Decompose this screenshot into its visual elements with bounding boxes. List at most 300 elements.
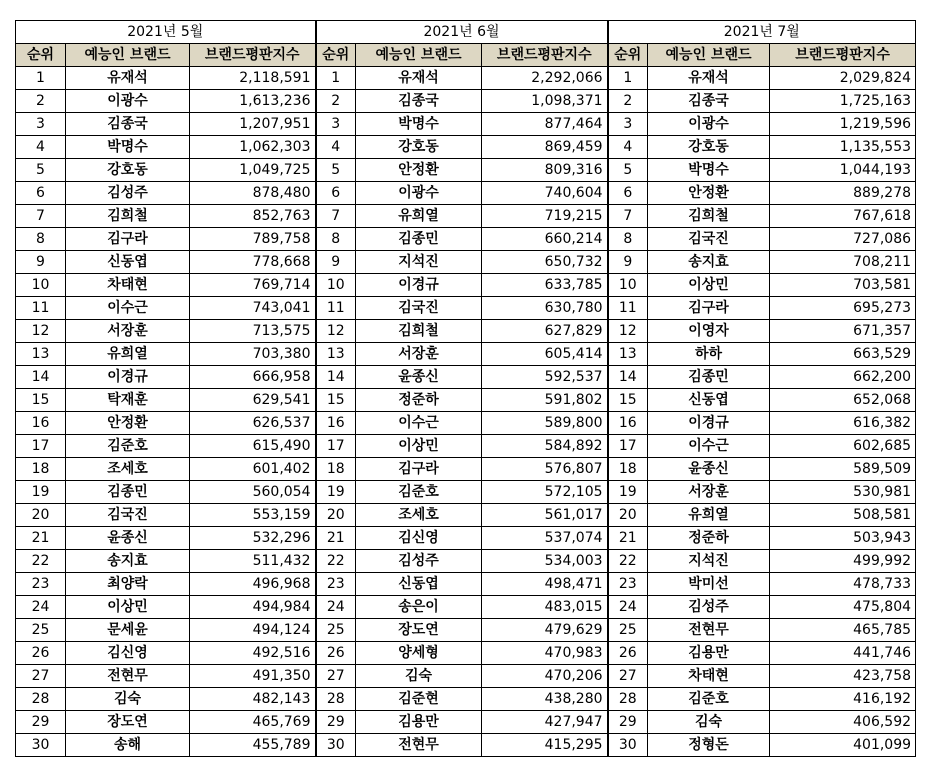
index-score-cell: 415,295	[482, 734, 608, 757]
brand-name-cell: 박명수	[356, 113, 482, 136]
index-score-cell: 494,984	[190, 596, 316, 619]
index-score-cell: 652,068	[770, 389, 916, 412]
index-score-cell: 537,074	[482, 527, 608, 550]
rank-cell: 20	[316, 504, 356, 527]
brand-name-cell: 문세윤	[66, 619, 190, 642]
brand-name-cell: 김준현	[356, 688, 482, 711]
brand-name-cell: 김희철	[66, 205, 190, 228]
rank-cell: 15	[16, 389, 66, 412]
brand-name-cell: 김구라	[648, 297, 770, 320]
rank-cell: 29	[316, 711, 356, 734]
header-index: 브랜드평판지수	[190, 44, 316, 67]
index-score-cell: 719,215	[482, 205, 608, 228]
brand-name-cell: 이수근	[66, 297, 190, 320]
table-row	[16, 182, 916, 205]
rank-cell: 13	[16, 343, 66, 366]
index-score-cell: 605,414	[482, 343, 608, 366]
brand-name-cell: 김국진	[66, 504, 190, 527]
rank-cell: 21	[316, 527, 356, 550]
brand-name-cell: 김숙	[356, 665, 482, 688]
index-score-cell: 427,947	[482, 711, 608, 734]
index-score-cell: 1,135,553	[770, 136, 916, 159]
brand-name-cell: 서장훈	[356, 343, 482, 366]
index-score-cell: 470,206	[482, 665, 608, 688]
brand-name-cell: 송해	[66, 734, 190, 757]
rank-cell: 21	[16, 527, 66, 550]
index-score-cell: 869,459	[482, 136, 608, 159]
index-score-cell: 633,785	[482, 274, 608, 297]
brand-name-cell: 이광수	[66, 90, 190, 113]
table-row	[16, 458, 916, 481]
brand-name-cell: 유희열	[356, 205, 482, 228]
index-score-cell: 492,516	[190, 642, 316, 665]
rank-cell: 9	[316, 251, 356, 274]
index-score-cell: 1,613,236	[190, 90, 316, 113]
brand-name-cell: 김종민	[356, 228, 482, 251]
index-score-cell: 406,592	[770, 711, 916, 734]
rank-cell: 5	[316, 159, 356, 182]
rank-cell: 2	[316, 90, 356, 113]
rank-cell: 16	[316, 412, 356, 435]
index-score-cell: 727,086	[770, 228, 916, 251]
index-score-cell: 708,211	[770, 251, 916, 274]
brand-name-cell: 김준호	[356, 481, 482, 504]
rank-cell: 29	[16, 711, 66, 734]
brand-name-cell: 송지효	[66, 550, 190, 573]
index-score-cell: 494,124	[190, 619, 316, 642]
brand-name-cell: 유재석	[66, 67, 190, 90]
index-score-cell: 666,958	[190, 366, 316, 389]
rank-cell: 19	[16, 481, 66, 504]
brand-name-cell: 장도연	[356, 619, 482, 642]
index-score-cell: 616,382	[770, 412, 916, 435]
brand-name-cell: 하하	[648, 343, 770, 366]
brand-name-cell: 김신영	[66, 642, 190, 665]
rank-cell: 4	[16, 136, 66, 159]
rank-cell: 19	[608, 481, 648, 504]
index-score-cell: 789,758	[190, 228, 316, 251]
rank-cell: 6	[608, 182, 648, 205]
brand-name-cell: 김희철	[356, 320, 482, 343]
index-score-cell: 503,943	[770, 527, 916, 550]
index-score-cell: 465,785	[770, 619, 916, 642]
index-score-cell: 660,214	[482, 228, 608, 251]
brand-name-cell: 송은이	[356, 596, 482, 619]
rank-cell: 18	[16, 458, 66, 481]
rank-cell: 7	[608, 205, 648, 228]
index-score-cell: 455,789	[190, 734, 316, 757]
rank-cell: 18	[608, 458, 648, 481]
rank-cell: 24	[316, 596, 356, 619]
brand-name-cell: 윤종신	[356, 366, 482, 389]
index-score-cell: 601,402	[190, 458, 316, 481]
rank-cell: 2	[608, 90, 648, 113]
index-score-cell: 1,062,303	[190, 136, 316, 159]
table-row	[16, 251, 916, 274]
table-row	[16, 366, 916, 389]
rank-cell: 21	[608, 527, 648, 550]
index-score-cell: 615,490	[190, 435, 316, 458]
brand-name-cell: 김용만	[648, 642, 770, 665]
rank-cell: 28	[16, 688, 66, 711]
rank-cell: 1	[316, 67, 356, 90]
index-score-cell: 767,618	[770, 205, 916, 228]
table-row	[16, 573, 916, 596]
rank-cell: 5	[608, 159, 648, 182]
brand-name-cell: 유희열	[648, 504, 770, 527]
rank-cell: 1	[16, 67, 66, 90]
brand-name-cell: 정준하	[356, 389, 482, 412]
brand-name-cell: 김성주	[648, 596, 770, 619]
index-score-cell: 482,143	[190, 688, 316, 711]
rank-cell: 4	[316, 136, 356, 159]
brand-name-cell: 송지효	[648, 251, 770, 274]
index-score-cell: 572,105	[482, 481, 608, 504]
rank-cell: 6	[16, 182, 66, 205]
brand-name-cell: 김종민	[66, 481, 190, 504]
rank-cell: 12	[16, 320, 66, 343]
month-june: 2021년 6월	[316, 21, 608, 44]
index-score-cell: 475,804	[770, 596, 916, 619]
brand-name-cell: 윤종신	[648, 458, 770, 481]
brand-name-cell: 윤종신	[66, 527, 190, 550]
brand-name-cell: 신동엽	[648, 389, 770, 412]
rank-cell: 29	[608, 711, 648, 734]
brand-name-cell: 조세호	[66, 458, 190, 481]
table-row	[16, 435, 916, 458]
index-score-cell: 2,118,591	[190, 67, 316, 90]
brand-name-cell: 지석진	[356, 251, 482, 274]
index-score-cell: 2,292,066	[482, 67, 608, 90]
brand-name-cell: 장도연	[66, 711, 190, 734]
brand-name-cell: 김준호	[66, 435, 190, 458]
table-row	[16, 734, 916, 757]
index-score-cell: 560,054	[190, 481, 316, 504]
rank-cell: 27	[608, 665, 648, 688]
index-score-cell: 695,273	[770, 297, 916, 320]
index-score-cell: 877,464	[482, 113, 608, 136]
rank-cell: 20	[608, 504, 648, 527]
rank-cell: 27	[316, 665, 356, 688]
table-row	[16, 297, 916, 320]
brand-name-cell: 정형돈	[648, 734, 770, 757]
rank-cell: 11	[16, 297, 66, 320]
brand-name-cell: 김구라	[356, 458, 482, 481]
table-row	[16, 389, 916, 412]
brand-name-cell: 조세호	[356, 504, 482, 527]
header-index: 브랜드평판지수	[482, 44, 608, 67]
brand-name-cell: 김희철	[648, 205, 770, 228]
index-score-cell: 809,316	[482, 159, 608, 182]
brand-name-cell: 박명수	[66, 136, 190, 159]
brand-name-cell: 유재석	[356, 67, 482, 90]
column-header-row	[16, 44, 916, 67]
table-row	[16, 228, 916, 251]
rank-cell: 30	[16, 734, 66, 757]
rank-cell: 25	[16, 619, 66, 642]
rank-cell: 3	[316, 113, 356, 136]
index-score-cell: 1,725,163	[770, 90, 916, 113]
index-score-cell: 479,629	[482, 619, 608, 642]
index-score-cell: 740,604	[482, 182, 608, 205]
index-score-cell: 878,480	[190, 182, 316, 205]
month-july: 2021년 7월	[608, 21, 916, 44]
rank-cell: 15	[316, 389, 356, 412]
rank-cell: 6	[316, 182, 356, 205]
rank-cell: 13	[608, 343, 648, 366]
index-score-cell: 483,015	[482, 596, 608, 619]
index-score-cell: 511,432	[190, 550, 316, 573]
rank-cell: 28	[608, 688, 648, 711]
index-score-cell: 496,968	[190, 573, 316, 596]
brand-name-cell: 전현무	[356, 734, 482, 757]
table-row	[16, 642, 916, 665]
index-score-cell: 662,200	[770, 366, 916, 389]
index-score-cell: 438,280	[482, 688, 608, 711]
index-score-cell: 534,003	[482, 550, 608, 573]
header-index: 브랜드평판지수	[770, 44, 916, 67]
rank-cell: 5	[16, 159, 66, 182]
brand-name-cell: 안정환	[356, 159, 482, 182]
index-score-cell: 470,983	[482, 642, 608, 665]
rank-cell: 30	[608, 734, 648, 757]
index-score-cell: 491,350	[190, 665, 316, 688]
table-body	[16, 67, 916, 757]
rank-cell: 10	[608, 274, 648, 297]
index-score-cell: 416,192	[770, 688, 916, 711]
rank-cell: 8	[16, 228, 66, 251]
index-score-cell: 629,541	[190, 389, 316, 412]
index-score-cell: 589,509	[770, 458, 916, 481]
rank-cell: 23	[316, 573, 356, 596]
header-rank: 순위	[16, 44, 66, 67]
index-score-cell: 1,098,371	[482, 90, 608, 113]
header-brand: 예능인 브랜드	[66, 44, 190, 67]
rank-cell: 26	[16, 642, 66, 665]
brand-name-cell: 이수근	[356, 412, 482, 435]
index-score-cell: 703,380	[190, 343, 316, 366]
brand-name-cell: 양세형	[356, 642, 482, 665]
table-row	[16, 527, 916, 550]
index-score-cell: 584,892	[482, 435, 608, 458]
index-score-cell: 592,537	[482, 366, 608, 389]
rank-cell: 12	[608, 320, 648, 343]
rank-cell: 15	[608, 389, 648, 412]
brand-name-cell: 신동엽	[66, 251, 190, 274]
rank-cell: 22	[16, 550, 66, 573]
brand-name-cell: 이경규	[66, 366, 190, 389]
brand-name-cell: 김신영	[356, 527, 482, 550]
rank-cell: 17	[316, 435, 356, 458]
table-row	[16, 274, 916, 297]
header-brand: 예능인 브랜드	[648, 44, 770, 67]
index-score-cell: 1,044,193	[770, 159, 916, 182]
brand-name-cell: 최양락	[66, 573, 190, 596]
brand-name-cell: 이상민	[356, 435, 482, 458]
rank-cell: 24	[16, 596, 66, 619]
index-score-cell: 1,207,951	[190, 113, 316, 136]
brand-name-cell: 서장훈	[648, 481, 770, 504]
brand-name-cell: 김국진	[648, 228, 770, 251]
rank-cell: 23	[608, 573, 648, 596]
index-score-cell: 553,159	[190, 504, 316, 527]
table-row	[16, 711, 916, 734]
rank-cell: 17	[16, 435, 66, 458]
brand-name-cell: 김종국	[356, 90, 482, 113]
ranking-table-wrapper	[15, 20, 915, 757]
table-row	[16, 412, 916, 435]
rank-cell: 26	[608, 642, 648, 665]
month-header-row	[16, 21, 916, 44]
rank-cell: 30	[316, 734, 356, 757]
index-score-cell: 671,357	[770, 320, 916, 343]
brand-name-cell: 김국진	[356, 297, 482, 320]
brand-name-cell: 안정환	[66, 412, 190, 435]
rank-cell: 25	[608, 619, 648, 642]
rank-cell: 1	[608, 67, 648, 90]
brand-name-cell: 강호동	[356, 136, 482, 159]
rank-cell: 17	[608, 435, 648, 458]
brand-name-cell: 김숙	[66, 688, 190, 711]
index-score-cell: 743,041	[190, 297, 316, 320]
rank-cell: 3	[16, 113, 66, 136]
table-row	[16, 159, 916, 182]
table-row	[16, 90, 916, 113]
brand-name-cell: 김성주	[356, 550, 482, 573]
brand-name-cell: 김종국	[648, 90, 770, 113]
brand-ranking-table	[15, 20, 916, 757]
index-score-cell: 630,780	[482, 297, 608, 320]
index-score-cell: 713,575	[190, 320, 316, 343]
index-score-cell: 478,733	[770, 573, 916, 596]
rank-cell: 7	[16, 205, 66, 228]
index-score-cell: 589,800	[482, 412, 608, 435]
index-score-cell: 499,992	[770, 550, 916, 573]
index-score-cell: 650,732	[482, 251, 608, 274]
rank-cell: 3	[608, 113, 648, 136]
rank-cell: 10	[16, 274, 66, 297]
index-score-cell: 602,685	[770, 435, 916, 458]
table-row	[16, 113, 916, 136]
rank-cell: 27	[16, 665, 66, 688]
brand-name-cell: 이경규	[648, 412, 770, 435]
rank-cell: 28	[316, 688, 356, 711]
rank-cell: 9	[608, 251, 648, 274]
rank-cell: 18	[316, 458, 356, 481]
table-row	[16, 550, 916, 573]
brand-name-cell: 이광수	[648, 113, 770, 136]
rank-cell: 14	[316, 366, 356, 389]
brand-name-cell: 차태현	[648, 665, 770, 688]
brand-name-cell: 이수근	[648, 435, 770, 458]
rank-cell: 26	[316, 642, 356, 665]
brand-name-cell: 신동엽	[356, 573, 482, 596]
header-brand: 예능인 브랜드	[356, 44, 482, 67]
rank-cell: 16	[608, 412, 648, 435]
rank-cell: 14	[608, 366, 648, 389]
table-row	[16, 67, 916, 90]
rank-cell: 4	[608, 136, 648, 159]
brand-name-cell: 유재석	[648, 67, 770, 90]
brand-name-cell: 강호동	[66, 159, 190, 182]
brand-name-cell: 김숙	[648, 711, 770, 734]
index-score-cell: 532,296	[190, 527, 316, 550]
index-score-cell: 2,029,824	[770, 67, 916, 90]
index-score-cell: 1,219,596	[770, 113, 916, 136]
rank-cell: 11	[608, 297, 648, 320]
brand-name-cell: 김준호	[648, 688, 770, 711]
rank-cell: 2	[16, 90, 66, 113]
rank-cell: 16	[16, 412, 66, 435]
brand-name-cell: 유희열	[66, 343, 190, 366]
table-row	[16, 596, 916, 619]
index-score-cell: 626,537	[190, 412, 316, 435]
header-rank: 순위	[316, 44, 356, 67]
brand-name-cell: 이상민	[66, 596, 190, 619]
index-score-cell: 591,802	[482, 389, 608, 412]
brand-name-cell: 김성주	[66, 182, 190, 205]
index-score-cell: 769,714	[190, 274, 316, 297]
table-row	[16, 136, 916, 159]
brand-name-cell: 정준하	[648, 527, 770, 550]
brand-name-cell: 강호동	[648, 136, 770, 159]
rank-cell: 14	[16, 366, 66, 389]
rank-cell: 10	[316, 274, 356, 297]
table-row	[16, 665, 916, 688]
table-row	[16, 688, 916, 711]
rank-cell: 7	[316, 205, 356, 228]
brand-name-cell: 지석진	[648, 550, 770, 573]
rank-cell: 25	[316, 619, 356, 642]
index-score-cell: 498,471	[482, 573, 608, 596]
rank-cell: 8	[608, 228, 648, 251]
rank-cell: 24	[608, 596, 648, 619]
brand-name-cell: 김종민	[648, 366, 770, 389]
table-row	[16, 481, 916, 504]
brand-name-cell: 전현무	[66, 665, 190, 688]
index-score-cell: 627,829	[482, 320, 608, 343]
brand-name-cell: 김용만	[356, 711, 482, 734]
index-score-cell: 663,529	[770, 343, 916, 366]
index-score-cell: 1,049,725	[190, 159, 316, 182]
brand-name-cell: 이영자	[648, 320, 770, 343]
brand-name-cell: 김종국	[66, 113, 190, 136]
brand-name-cell: 탁재훈	[66, 389, 190, 412]
rank-cell: 23	[16, 573, 66, 596]
rank-cell: 22	[608, 550, 648, 573]
brand-name-cell: 이경규	[356, 274, 482, 297]
rank-cell: 11	[316, 297, 356, 320]
brand-name-cell: 차태현	[66, 274, 190, 297]
brand-name-cell: 이상민	[648, 274, 770, 297]
table-row	[16, 205, 916, 228]
brand-name-cell: 안정환	[648, 182, 770, 205]
index-score-cell: 576,807	[482, 458, 608, 481]
index-score-cell: 889,278	[770, 182, 916, 205]
rank-cell: 13	[316, 343, 356, 366]
index-score-cell: 778,668	[190, 251, 316, 274]
index-score-cell: 423,758	[770, 665, 916, 688]
rank-cell: 20	[16, 504, 66, 527]
index-score-cell: 561,017	[482, 504, 608, 527]
brand-name-cell: 이광수	[356, 182, 482, 205]
rank-cell: 12	[316, 320, 356, 343]
header-rank: 순위	[608, 44, 648, 67]
table-row	[16, 343, 916, 366]
rank-cell: 22	[316, 550, 356, 573]
index-score-cell: 530,981	[770, 481, 916, 504]
index-score-cell: 508,581	[770, 504, 916, 527]
